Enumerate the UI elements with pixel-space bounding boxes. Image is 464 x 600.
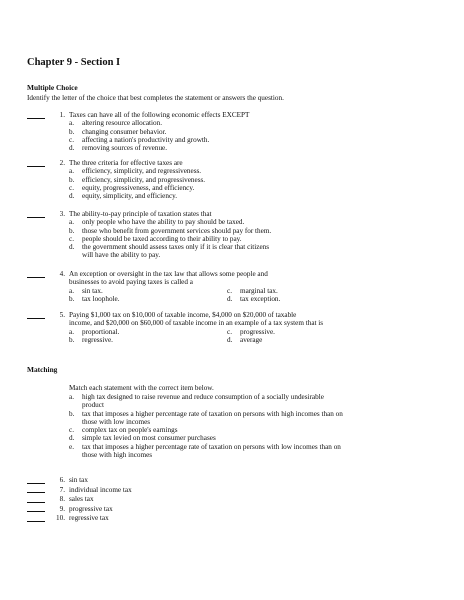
question-stem: The three criteria for effective taxes are	[69, 159, 183, 167]
answer-blank[interactable]	[27, 495, 45, 503]
question-stem: Taxes can have all of the following economic effects EXCEPT	[69, 111, 250, 119]
answer-option-pair: b. tax loophole. d. tax exception.	[69, 294, 281, 303]
question-stem: businesses to avoid paying taxes is called a	[69, 278, 193, 287]
answer-option: c. affecting a nation's productivity and growth.	[69, 135, 210, 144]
matching-instructions: Match each statement with the correct item below.	[69, 384, 214, 392]
answer-blank[interactable]	[27, 486, 45, 494]
answer-option-pair: b. regressive. d. average	[69, 335, 263, 344]
answer-blank[interactable]	[27, 514, 45, 522]
matching-items	[27, 476, 327, 524]
answer-option: a. efficiency, simplicity, and regressiveness.	[69, 167, 202, 176]
matching-heading: Matching	[27, 365, 58, 374]
answer-option: a. only people who have the ability to pay should be taxed.	[69, 218, 245, 227]
answer-blank[interactable]	[27, 505, 45, 513]
question-4	[27, 270, 447, 303]
matching-item: 8. sales tax	[27, 495, 327, 505]
question-number: 5.	[59, 311, 65, 319]
question-5	[27, 311, 447, 344]
question-stem: The ability-to-pay principle of taxation states that	[69, 210, 212, 218]
answer-option: b. those who benefit from government services should pay for them.	[69, 226, 272, 235]
answer-option: b. efficiency, simplicity, and progressiveness.	[69, 175, 206, 184]
question-number: 3.	[59, 210, 65, 218]
matching-item: 10. regressive tax	[27, 514, 327, 524]
page-title: Chapter 9 - Section I	[27, 57, 121, 68]
matching-choice: c. complex tax on people's earnings	[69, 426, 178, 435]
matching-item: 9. progressive tax	[27, 505, 327, 515]
matching-choice: b. tax that imposes a higher percentage rate of taxation on persons with high incomes than on	[69, 409, 343, 418]
answer-blank[interactable]	[27, 210, 45, 218]
matching-choice: a. high tax designed to raise revenue and reduce consumption of a socially undesirable	[69, 393, 324, 401]
question-3: 3. The ability-to-pay principle of taxation states that a. only people who have the ability to pay should be taxed. b. those who benefit from government services should pay for them. c. people should be taxed according to their ability to pay. d. the government should assess taxes only if it is clear that citizens will have the ability to pay.	[27, 210, 447, 260]
answer-option: d. removing sources of revenue.	[69, 144, 168, 153]
answer-blank[interactable]	[27, 111, 45, 119]
answer-option: a. altering resource allocation.	[69, 119, 163, 128]
answer-option: c. equity, progressiveness, and efficiency.	[69, 183, 195, 192]
answer-option-pair: a. sin tax. c. marginal tax.	[69, 286, 278, 295]
answer-option: b. changing consumer behavior.	[69, 127, 167, 136]
answer-blank[interactable]	[27, 311, 45, 319]
matching-choice: d. simple tax levied on most consumer purchases	[69, 434, 216, 443]
matching-choices: a. high tax designed to raise revenue and reduce consumption of a socially undesirable product b. tax that imposes a higher percentage rate of taxation on persons with high incomes than on those with low incomes c. complex tax on people's earnings d. simple tax levied on most consumer purchases e. tax that imposes a higher percentage rate of taxation on persons with low incomes than on those with high incomes	[27, 393, 447, 459]
answer-option: d. equity, simplicity, and efficiency.	[69, 192, 178, 201]
question-2	[27, 159, 447, 200]
multiple-choice-heading: Multiple Choice	[27, 83, 78, 92]
question-number: 2.	[59, 159, 65, 167]
answer-option-pair: a. proportional. c. progressive.	[69, 327, 275, 336]
question-1	[27, 111, 447, 152]
question-stem: An exception or oversight in the tax law that allows some people and	[69, 270, 268, 278]
answer-blank[interactable]	[27, 270, 45, 278]
answer-option: c. people should be taxed according to their ability to pay.	[69, 234, 242, 243]
matching-choice: e. tax that imposes a higher percentage rate of taxation on persons with low incomes than on	[69, 442, 341, 451]
question-stem: Paying $1,000 tax on $10,000 of taxable income, $4,000 on $20,000 of taxable	[69, 311, 297, 319]
question-number: 4.	[59, 270, 65, 278]
answer-blank[interactable]	[27, 159, 45, 167]
answer-blank[interactable]	[27, 476, 45, 484]
question-number: 1.	[59, 111, 65, 119]
multiple-choice-instructions: Identify the letter of the choice that best completes the statement or answers the question.	[27, 94, 284, 102]
answer-option: d. the government should assess taxes only if it is clear that citizens	[69, 243, 270, 252]
matching-item: 6. sin tax	[27, 476, 327, 486]
question-stem: income, and $20,000 on $60,000 of taxable income in an example of a tax system that is	[69, 319, 324, 328]
matching-item: 7. individual income tax	[27, 486, 327, 496]
